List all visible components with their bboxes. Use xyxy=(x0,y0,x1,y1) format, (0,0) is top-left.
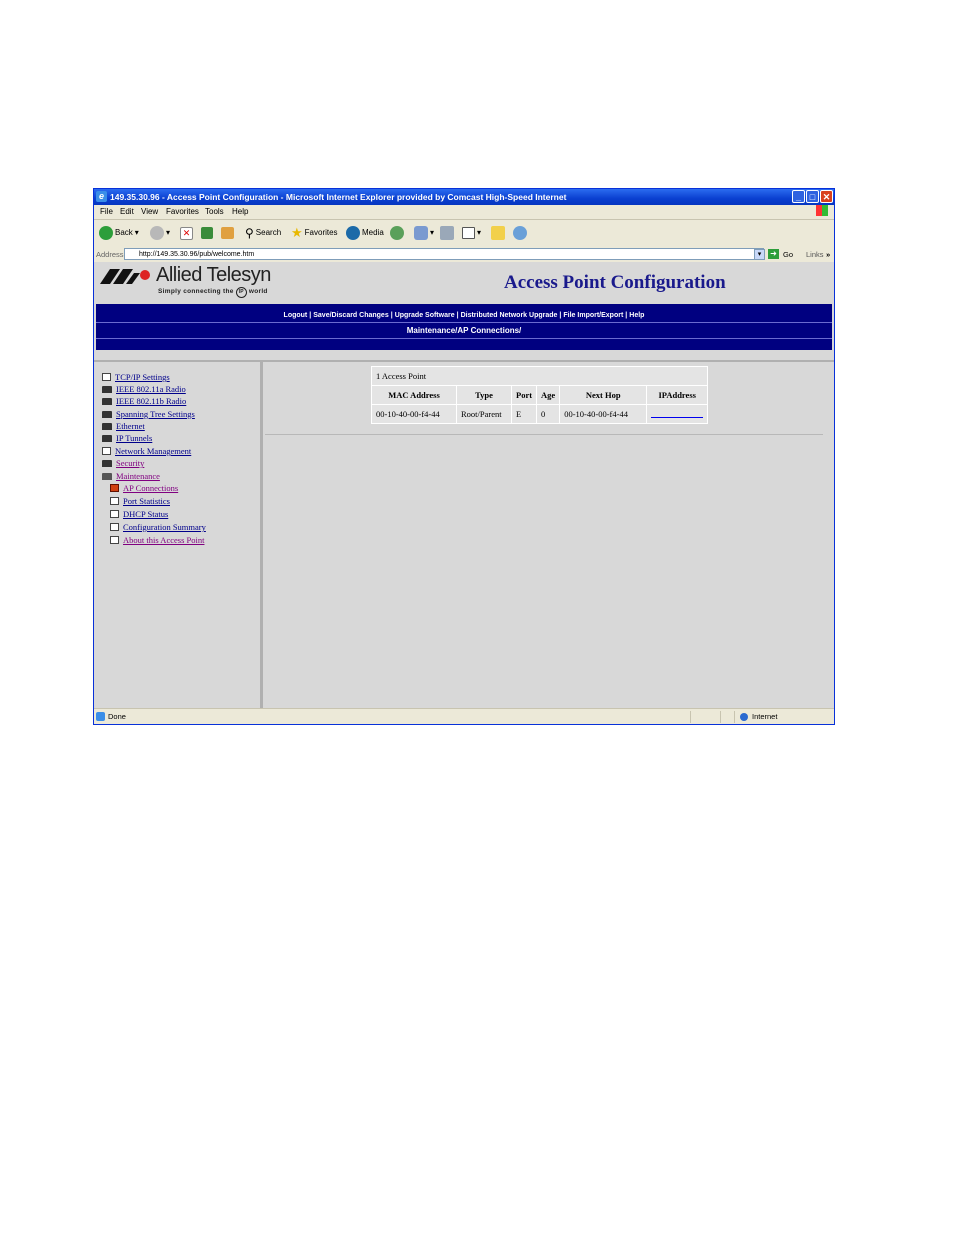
chevron-down-icon: ▾ xyxy=(166,228,171,237)
page-icon xyxy=(102,447,111,455)
close-button[interactable]: ✕ xyxy=(820,190,833,203)
toolbar xyxy=(94,220,834,248)
go-button[interactable]: Go xyxy=(783,250,794,259)
chevron-down-icon: ▾ xyxy=(430,228,435,237)
logo-text: Allied Telesyn xyxy=(156,264,271,286)
windows-logo-icon xyxy=(816,205,828,216)
title-bar[interactable] xyxy=(94,189,834,205)
folder-icon xyxy=(102,460,112,467)
maximize-button[interactable]: □ xyxy=(806,190,819,203)
folder-icon xyxy=(102,386,112,393)
nav-logout[interactable]: Logout xyxy=(283,312,308,319)
star-icon: ★ xyxy=(291,225,303,240)
discuss-button[interactable] xyxy=(491,225,505,241)
media-icon xyxy=(346,226,360,240)
favorites-button[interactable] xyxy=(291,225,338,241)
nav-band xyxy=(96,304,832,350)
nav-distributed-upgrade[interactable]: Distributed Network Upgrade xyxy=(460,312,558,319)
refresh-icon xyxy=(201,227,213,239)
stop-button[interactable] xyxy=(180,225,193,241)
status-cell xyxy=(690,711,721,723)
ap-connections-table xyxy=(371,366,708,424)
tree-item-configuration-summary[interactable]: Configuration Summary xyxy=(110,522,206,532)
col-ipaddress: IPAddress xyxy=(647,386,707,404)
address-bar xyxy=(94,247,834,263)
links-button[interactable]: Links xyxy=(806,250,824,259)
page-header xyxy=(94,262,834,304)
address-dropdown-icon[interactable]: ▾ xyxy=(754,249,765,260)
back-label: Back xyxy=(115,228,133,237)
links-chevron-icon[interactable]: » xyxy=(826,250,831,259)
messenger-icon xyxy=(513,226,527,240)
tree-item-ip-tunnels[interactable]: IP Tunnels xyxy=(102,433,152,443)
edit-button[interactable] xyxy=(462,225,481,241)
col-port: Port xyxy=(512,386,536,404)
mail-button[interactable] xyxy=(414,225,434,241)
go-arrow-icon[interactable]: ➜ xyxy=(768,249,779,259)
search-icon: ⚲ xyxy=(245,226,254,240)
back-button[interactable] xyxy=(99,225,139,241)
tree-item-80211b[interactable]: IEEE 802.11b Radio xyxy=(102,396,186,406)
cell-port: E xyxy=(512,405,536,423)
page-done-icon xyxy=(96,712,105,721)
open-folder-icon xyxy=(102,473,112,480)
table-header-row xyxy=(372,386,707,404)
page-title: Access Point Configuration xyxy=(504,272,726,293)
col-next-hop: Next Hop xyxy=(560,386,646,404)
col-mac-address: MAC Address xyxy=(372,386,456,404)
folder-icon xyxy=(102,435,112,442)
tree-item-80211a[interactable]: IEEE 802.11a Radio xyxy=(102,384,186,394)
menu-edit[interactable]: Edit xyxy=(120,207,134,216)
status-bar xyxy=(94,708,834,725)
media-button[interactable] xyxy=(346,225,384,241)
folder-icon xyxy=(102,423,112,430)
address-url: http://149.35.30.96/pub/welcome.htm xyxy=(139,251,255,258)
print-icon xyxy=(440,226,454,240)
page-content xyxy=(94,262,834,708)
search-button[interactable] xyxy=(245,225,281,241)
page-icon xyxy=(110,523,119,531)
nav-divider xyxy=(96,338,832,339)
tree-item-about[interactable]: About this Access Point xyxy=(110,535,204,545)
logo-tagline: Simply connecting the IP world xyxy=(158,287,268,298)
menu-view[interactable]: View xyxy=(141,207,159,216)
tree-item-spanning-tree[interactable]: Spanning Tree Settings xyxy=(102,409,195,419)
page-icon xyxy=(110,536,119,544)
tree-item-port-statistics[interactable]: Port Statistics xyxy=(110,496,170,506)
allied-telesyn-logo-icon xyxy=(100,267,150,285)
menu-favorites[interactable]: Favorites xyxy=(166,207,199,216)
cell-type: Root/Parent xyxy=(457,405,511,423)
tree-item-security[interactable]: Security xyxy=(102,458,144,468)
table-row xyxy=(372,405,707,423)
print-button[interactable] xyxy=(440,225,454,241)
cell-age: 0 xyxy=(537,405,559,423)
content-divider xyxy=(265,434,823,435)
menu-help[interactable]: Help xyxy=(232,207,249,216)
breadcrumb: Maintenance/AP Connections/ xyxy=(406,326,522,335)
nav-divider xyxy=(96,322,832,323)
page-icon xyxy=(110,497,119,505)
menu-tools[interactable]: Tools xyxy=(205,207,224,216)
menu-bar xyxy=(94,205,834,220)
top-nav-links: Logout | Save/Discard Changes | Upgrade Software | Distributed Network Upgrade | File Import/Export | Help xyxy=(283,312,645,319)
folder-icon xyxy=(102,398,112,405)
nav-help[interactable]: Help xyxy=(629,312,645,319)
folder-icon xyxy=(102,411,112,418)
selected-page-icon xyxy=(110,484,119,492)
minimize-button[interactable]: _ xyxy=(792,190,805,203)
cell-next-hop: 00-10-40-00-f4-44 xyxy=(560,405,646,423)
mail-icon xyxy=(414,226,428,240)
note-icon xyxy=(491,226,505,240)
nav-upgrade-software[interactable]: Upgrade Software xyxy=(394,312,455,319)
table-caption-row xyxy=(372,367,707,385)
status-cell xyxy=(720,711,735,723)
forward-button[interactable] xyxy=(150,225,170,241)
browser-window xyxy=(93,188,835,725)
tree-item-maintenance[interactable]: Maintenance xyxy=(102,471,160,481)
tree-item-ap-connections[interactable]: AP Connections xyxy=(110,483,178,493)
col-age: Age xyxy=(537,386,559,404)
forward-arrow-icon xyxy=(150,226,164,240)
address-input[interactable] xyxy=(124,248,764,260)
history-button[interactable] xyxy=(390,225,404,241)
back-arrow-icon xyxy=(99,226,113,240)
search-label: Search xyxy=(255,228,282,237)
tree-item-ethernet[interactable]: Ethernet xyxy=(102,421,145,431)
tree-item-network-management[interactable]: Network Management xyxy=(102,446,191,456)
col-type: Type xyxy=(457,386,511,404)
word-icon xyxy=(462,227,475,239)
home-icon xyxy=(221,227,234,239)
ie-icon: e xyxy=(96,191,107,202)
zone-text: Internet xyxy=(752,712,778,721)
menu-file[interactable]: File xyxy=(100,207,113,216)
stop-icon: ✕ xyxy=(180,227,193,240)
nav-file-import-export[interactable]: File Import/Export xyxy=(563,312,624,319)
favorites-label: Favorites xyxy=(304,228,338,237)
status-zone-cell xyxy=(734,711,835,723)
page-icon xyxy=(102,373,111,381)
refresh-button[interactable] xyxy=(201,225,213,241)
nav-save-discard[interactable]: Save/Discard Changes xyxy=(313,312,389,319)
globe-icon xyxy=(740,713,748,721)
home-button[interactable] xyxy=(221,225,234,241)
address-label: Address xyxy=(96,250,124,259)
page-icon xyxy=(110,510,119,518)
history-icon xyxy=(390,226,404,240)
tree-item-dhcp-status[interactable]: DHCP Status xyxy=(110,509,168,519)
left-nav-pane xyxy=(94,360,263,708)
main-pane xyxy=(263,360,834,708)
tree-item-tcpip[interactable]: TCP/IP Settings xyxy=(102,372,170,382)
status-text: Done xyxy=(108,712,126,721)
messenger-button[interactable] xyxy=(513,225,527,241)
ipaddress-link[interactable] xyxy=(651,408,703,418)
cell-ipaddress xyxy=(647,405,707,423)
chevron-down-icon: ▾ xyxy=(477,228,482,237)
table-caption: 1 Access Point xyxy=(372,367,707,385)
cell-mac-address: 00-10-40-00-f4-44 xyxy=(372,405,456,423)
window-title: 149.35.30.96 - Access Point Configuration - Microsoft Internet Explorer provided by Comcast High-Speed Internet xyxy=(110,192,567,202)
chevron-down-icon: ▾ xyxy=(134,228,139,237)
media-label: Media xyxy=(362,228,384,237)
